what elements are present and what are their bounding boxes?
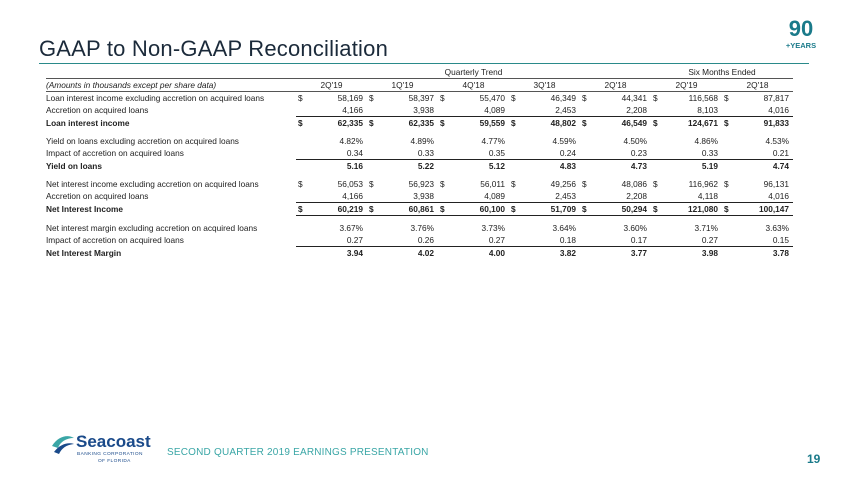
table-row [46, 247, 793, 260]
currency-symbol: $ [582, 93, 587, 103]
currency-symbol [651, 190, 661, 203]
table-row [46, 160, 793, 173]
currency-symbol [509, 104, 519, 117]
table-cell: 51,709 [519, 203, 580, 216]
badge-text: +YEARS [785, 41, 817, 50]
table-cell: 0.27 [448, 234, 509, 247]
row-label: Impact of accretion on acquired loans [46, 235, 184, 246]
currency-symbol [509, 160, 519, 173]
currency-symbol [722, 147, 732, 160]
currency-symbol [296, 190, 306, 203]
six-months-header: Six Months Ended [688, 67, 756, 77]
currency-symbol [651, 247, 661, 260]
row-label: Impact of accretion on acquired loans [46, 148, 184, 159]
table-row [46, 234, 793, 247]
currency-symbol [651, 147, 661, 160]
ninety-years-badge-icon [782, 14, 820, 54]
currency-symbol [438, 135, 448, 147]
table-cell: 50,294 [590, 203, 651, 216]
currency-symbol [722, 135, 732, 147]
currency-symbol [651, 135, 661, 147]
table-cell: 4.02 [417, 248, 434, 258]
currency-symbol [438, 104, 448, 117]
currency-symbol [367, 147, 377, 160]
table-cell: 4,166 [306, 104, 367, 117]
table-cell: 56,053 [337, 179, 363, 189]
table-cell: 4.83 [559, 161, 576, 171]
table-cell: 3.78 [772, 248, 789, 258]
row-label: Net Interest Income [46, 204, 123, 214]
table-cell: 91,833 [763, 118, 789, 128]
currency-symbol: $ [511, 179, 516, 189]
currency-symbol: $ [511, 118, 516, 128]
currency-symbol: $ [651, 203, 661, 216]
currency-symbol: $ [722, 203, 732, 216]
currency-symbol: $ [298, 93, 303, 103]
table-cell: 0.15 [732, 234, 793, 247]
currency-symbol [367, 160, 377, 173]
column-header: 4Q'18 [438, 79, 509, 92]
currency-symbol [509, 222, 519, 234]
table-cell: 49,256 [550, 179, 576, 189]
table-cell: 0.23 [590, 147, 651, 160]
table-cell: 4.77% [481, 136, 505, 146]
currency-symbol [580, 247, 590, 260]
table-cell: 4.86% [694, 136, 718, 146]
row-label: Loan interest income excluding accretion on acquired loans [46, 93, 265, 103]
table-cell: 46,349 [550, 93, 576, 103]
table-row [46, 203, 793, 216]
table-cell: 4.53% [765, 136, 789, 146]
page-number: 19 [807, 452, 821, 466]
currency-symbol [722, 104, 732, 117]
table-cell: 58,169 [337, 93, 363, 103]
group-header-row [46, 66, 793, 79]
table-row [46, 178, 793, 190]
column-header: 2Q'18 [722, 79, 793, 92]
table-cell: 4,089 [448, 104, 509, 117]
currency-symbol [367, 104, 377, 117]
currency-symbol: $ [369, 93, 374, 103]
table-cell: 4.74 [772, 161, 789, 171]
badge-number: 90 [788, 16, 814, 41]
table-cell: 4,016 [732, 190, 793, 203]
table-cell: 5.22 [417, 161, 434, 171]
currency-symbol [580, 160, 590, 173]
currency-symbol [367, 190, 377, 203]
table-row [46, 92, 793, 105]
table-cell: 121,080 [661, 203, 722, 216]
table-cell: 56,923 [408, 179, 434, 189]
currency-symbol [722, 222, 732, 234]
table-cell: 3.94 [346, 248, 363, 258]
table-cell: 44,341 [621, 93, 647, 103]
currency-symbol [367, 247, 377, 260]
table-cell: 0.26 [377, 234, 438, 247]
currency-symbol: $ [582, 179, 587, 189]
column-header: 2Q'19 [296, 79, 367, 92]
row-label: Accretion on acquired loans [46, 191, 149, 202]
currency-symbol [296, 135, 306, 147]
currency-symbol: $ [511, 93, 516, 103]
table-cell: 116,568 [688, 93, 718, 103]
table-cell: 4.59% [552, 136, 576, 146]
table-cell: 62,335 [337, 118, 363, 128]
logo-wordmark: Seacoast [76, 432, 151, 451]
table-cell: 3.77 [630, 248, 647, 258]
currency-symbol [509, 147, 519, 160]
table-cell: 0.35 [448, 147, 509, 160]
currency-symbol: $ [296, 203, 306, 216]
currency-symbol [296, 247, 306, 260]
currency-symbol [296, 222, 306, 234]
table-cell: 4.00 [488, 248, 505, 258]
currency-symbol [509, 135, 519, 147]
currency-symbol: $ [724, 93, 729, 103]
footer-text: SECOND QUARTER 2019 EARNINGS PRESENTATION [167, 447, 429, 458]
currency-symbol: $ [653, 179, 658, 189]
table-cell: 3.63% [765, 223, 789, 233]
table-cell: 46,549 [621, 118, 647, 128]
currency-symbol: $ [724, 179, 729, 189]
row-label: Loan interest income [46, 117, 130, 128]
logo-subtitle: OF FLORIDA [98, 459, 131, 464]
currency-symbol [296, 234, 306, 247]
table-cell: 8,103 [661, 104, 722, 117]
table-cell: 0.18 [519, 234, 580, 247]
table-cell: 0.27 [306, 234, 367, 247]
logo-subtitle: BANKING CORPORATION [77, 452, 143, 457]
currency-symbol [722, 247, 732, 260]
table-cell: 87,817 [763, 93, 789, 103]
currency-symbol: $ [440, 93, 445, 103]
currency-symbol [651, 222, 661, 234]
table-cell: 56,011 [480, 179, 505, 189]
currency-symbol [509, 190, 519, 203]
table-cell: 2,453 [519, 190, 580, 203]
table-cell: 4.50% [623, 136, 647, 146]
currency-symbol: $ [440, 118, 445, 128]
currency-symbol: $ [580, 203, 590, 216]
currency-symbol [438, 147, 448, 160]
currency-symbol [509, 234, 519, 247]
page-title: GAAP to Non-GAAP Reconciliation [39, 36, 389, 61]
table-row [46, 147, 793, 160]
table-cell: 3.82 [559, 248, 576, 258]
table-cell: 124,671 [688, 118, 718, 128]
currency-symbol [296, 160, 306, 173]
currency-symbol [722, 190, 732, 203]
currency-symbol: $ [582, 118, 587, 128]
currency-symbol [509, 247, 519, 260]
table-row [46, 104, 793, 117]
table-row [46, 117, 793, 130]
table-cell: 2,453 [519, 104, 580, 117]
table-cell: 3.71% [694, 223, 718, 233]
table-cell: 3.64% [552, 223, 576, 233]
currency-symbol: $ [369, 118, 374, 128]
table-cell: 116,962 [688, 179, 718, 189]
table-cell: 58,397 [408, 93, 434, 103]
table-cell: 3.73% [481, 223, 505, 233]
currency-symbol: $ [367, 203, 377, 216]
currency-symbol [722, 234, 732, 247]
row-label: Net Interest Margin [46, 247, 122, 258]
table-cell: 60,219 [306, 203, 367, 216]
currency-symbol [438, 190, 448, 203]
table-cell: 59,559 [479, 118, 505, 128]
column-header: 3Q'18 [509, 79, 580, 92]
currency-symbol [580, 147, 590, 160]
table-cell: 5.19 [701, 161, 718, 171]
table-cell: 3.98 [701, 248, 718, 258]
currency-symbol: $ [724, 118, 729, 128]
currency-symbol: $ [653, 118, 658, 128]
table-body [46, 92, 793, 260]
units-note: (Amounts in thousands except per share data) [46, 79, 296, 92]
table-cell: 3.60% [623, 223, 647, 233]
table-cell: 2,208 [590, 104, 651, 117]
currency-symbol [296, 104, 306, 117]
table-cell: 4,016 [732, 104, 793, 117]
currency-symbol [438, 222, 448, 234]
table-cell: 4.82% [339, 136, 363, 146]
currency-symbol [438, 234, 448, 247]
currency-symbol [651, 234, 661, 247]
reconciliation-table [46, 66, 793, 259]
column-header: 2Q'19 [651, 79, 722, 92]
table-cell: 3.67% [339, 223, 363, 233]
table-cell: 4,089 [448, 190, 509, 203]
currency-symbol [580, 104, 590, 117]
table-cell: 55,470 [479, 93, 505, 103]
currency-symbol [367, 234, 377, 247]
column-header: 2Q'18 [580, 79, 651, 92]
quarterly-trend-header: Quarterly Trend [444, 67, 503, 77]
table-cell: 60,100 [448, 203, 509, 216]
table-cell: 60,861 [377, 203, 438, 216]
currency-symbol [367, 222, 377, 234]
row-label: Yield on loans excluding accretion on acquired loans [46, 136, 239, 146]
table-cell: 48,802 [550, 118, 576, 128]
table-cell: 0.27 [661, 234, 722, 247]
table-row [46, 135, 793, 147]
table-cell: 4.73 [630, 161, 647, 171]
currency-symbol: $ [298, 118, 303, 128]
table-cell: 96,131 [763, 179, 789, 189]
table-cell: 4.89% [410, 136, 434, 146]
table-cell: 0.24 [519, 147, 580, 160]
table-cell: 4,166 [306, 190, 367, 203]
currency-symbol [651, 160, 661, 173]
currency-symbol [580, 135, 590, 147]
row-label: Yield on loans [46, 160, 102, 171]
table-cell: 0.33 [377, 147, 438, 160]
currency-symbol [722, 160, 732, 173]
table-cell: 3,938 [377, 104, 438, 117]
currency-symbol [580, 234, 590, 247]
table-cell: 62,335 [408, 118, 434, 128]
table-row [46, 222, 793, 234]
currency-symbol [367, 135, 377, 147]
row-label: Accretion on acquired loans [46, 105, 149, 116]
table-cell: 3,938 [377, 190, 438, 203]
currency-symbol [438, 160, 448, 173]
table-cell: 2,208 [590, 190, 651, 203]
column-header-row [46, 79, 793, 92]
currency-symbol: $ [298, 179, 303, 189]
table-cell: 5.12 [488, 161, 505, 171]
table-cell: 0.34 [306, 147, 367, 160]
currency-symbol: $ [440, 179, 445, 189]
table-cell: 0.33 [661, 147, 722, 160]
currency-symbol: $ [509, 203, 519, 216]
currency-symbol [651, 104, 661, 117]
table-cell: 100,147 [732, 203, 793, 216]
currency-symbol [580, 190, 590, 203]
table-cell: 4,118 [661, 190, 722, 203]
table-row [46, 190, 793, 203]
currency-symbol [296, 147, 306, 160]
table-cell: 48,086 [621, 179, 647, 189]
title-divider [39, 63, 809, 64]
currency-symbol: $ [653, 93, 658, 103]
currency-symbol [580, 222, 590, 234]
table-cell: 3.76% [410, 223, 434, 233]
table-cell: 0.17 [590, 234, 651, 247]
column-header: 1Q'19 [367, 79, 438, 92]
currency-symbol [438, 247, 448, 260]
table-cell: 0.21 [732, 147, 793, 160]
currency-symbol: $ [438, 203, 448, 216]
row-label: Net interest income excluding accretion on acquired loans [46, 179, 259, 189]
currency-symbol: $ [369, 179, 374, 189]
row-label: Net interest margin excluding accretion on acquired loans [46, 223, 258, 233]
table-cell: 5.16 [346, 161, 363, 171]
